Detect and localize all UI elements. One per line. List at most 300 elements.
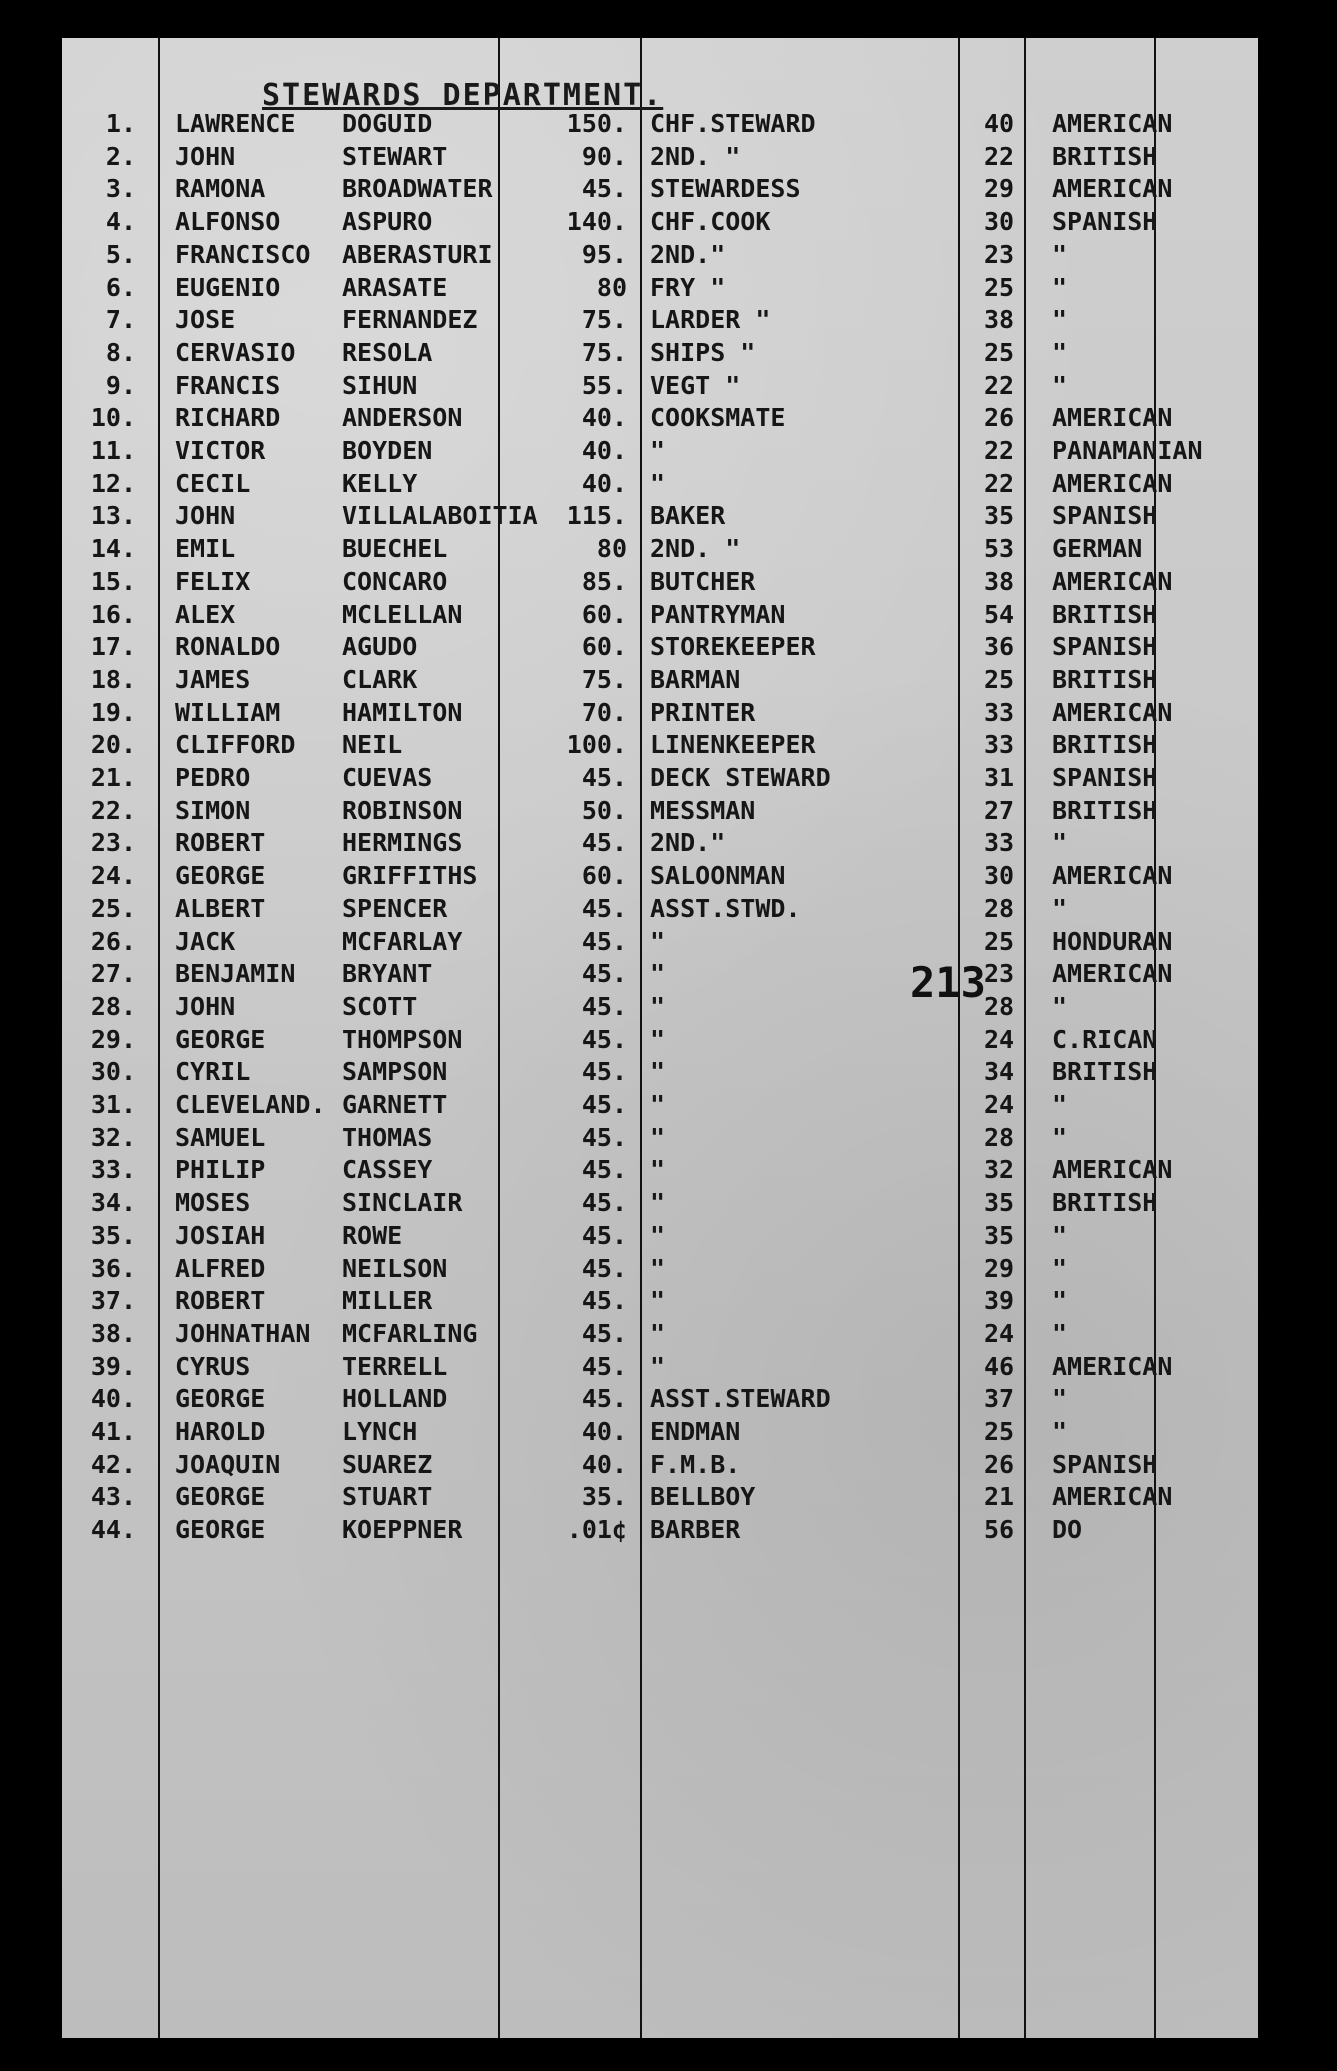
first-name: JACK (175, 926, 236, 956)
wage: 45. (581, 1253, 627, 1283)
position: " (650, 468, 666, 498)
age: 33 (983, 730, 1015, 760)
crew-number: 19. (90, 697, 136, 727)
position: ASST.STWD. (650, 893, 801, 923)
age: 22 (983, 436, 1015, 465)
wage: 40. (581, 468, 627, 498)
crew-number: 18. (90, 664, 136, 694)
last-name: HAMILTON (342, 697, 463, 727)
crew-number: 16. (90, 599, 136, 629)
crew-row (62, 272, 1258, 306)
wage: 80 (596, 272, 627, 302)
first-name: JOHN (175, 501, 236, 531)
wage: 40. (581, 1449, 627, 1479)
position: BARMAN (650, 664, 741, 694)
position: " (650, 1318, 666, 1348)
first-name: JOHN (175, 141, 236, 171)
position: CHF.COOK (650, 207, 771, 237)
nationality: AMERICAN (1052, 468, 1173, 498)
first-name: CERVASIO (175, 337, 296, 367)
wage: 40. (581, 436, 627, 465)
age: 35 (983, 501, 1015, 531)
first-name: FRANCISCO (175, 239, 311, 269)
position: " (650, 991, 666, 1021)
last-name: GRIFFITHS (342, 861, 478, 891)
page-number: 213 (910, 958, 986, 1007)
age: 40 (983, 109, 1015, 138)
wage: 45. (581, 893, 627, 923)
crew-row (62, 1089, 1258, 1123)
wage: 80 (596, 534, 627, 564)
nationality: SPANISH (1052, 1449, 1158, 1479)
age: 28 (983, 1122, 1015, 1152)
position: LINENKEEPER (650, 730, 816, 760)
nationality: PANAMANIAN (1052, 436, 1203, 465)
age: 22 (983, 468, 1015, 498)
crew-row (62, 141, 1258, 175)
age: 27 (983, 795, 1015, 825)
age: 25 (983, 926, 1015, 956)
last-name: STEWART (342, 141, 448, 171)
wage: 40. (581, 1417, 627, 1446)
first-name: EUGENIO (175, 272, 281, 302)
first-name: VICTOR (175, 436, 266, 465)
crew-number: 44. (90, 1515, 136, 1545)
crew-number: 37. (90, 1286, 136, 1316)
crew-number: 34. (90, 1188, 136, 1218)
document-sheet (62, 38, 1258, 2038)
crew-number: 24. (90, 861, 136, 891)
age: 24 (983, 1024, 1015, 1054)
age: 33 (983, 828, 1015, 858)
crew-number: 35. (90, 1220, 136, 1250)
last-name: NEIL (342, 730, 403, 760)
crew-row (62, 1481, 1258, 1515)
last-name: KELLY (342, 468, 418, 498)
first-name: GEORGE (175, 1024, 266, 1054)
last-name: CLARK (342, 664, 418, 694)
position: " (650, 959, 666, 989)
crew-number: 13. (90, 501, 136, 531)
age: 31 (983, 763, 1015, 792)
crew-row (62, 926, 1258, 960)
crew-number: 28. (90, 991, 136, 1021)
wage: 75. (581, 305, 627, 335)
last-name: CONCARO (342, 566, 448, 596)
nationality: AMERICAN (1052, 959, 1173, 989)
crew-row (62, 206, 1258, 240)
first-name: GEORGE (175, 1482, 266, 1512)
position: F.M.B. (650, 1449, 741, 1479)
crew-number: 10. (90, 403, 136, 433)
last-name: MCLELLAN (342, 599, 463, 629)
first-name: ROBERT (175, 1286, 266, 1316)
wage: 45. (581, 1318, 627, 1348)
crew-number: 31. (90, 1090, 136, 1119)
nationality: BRITISH (1052, 1188, 1158, 1218)
crew-number: 15. (90, 566, 136, 596)
wage: 45. (581, 926, 627, 956)
age: 23 (983, 239, 1015, 269)
crew-row (62, 1285, 1258, 1319)
nationality: AMERICAN (1052, 1155, 1173, 1185)
wage: 45. (581, 1155, 627, 1185)
age: 24 (983, 1318, 1015, 1348)
nationality: AMERICAN (1052, 697, 1173, 727)
crew-row (62, 893, 1258, 927)
position: ASST.STEWARD (650, 1384, 831, 1414)
crew-row (62, 1122, 1258, 1156)
last-name: HOLLAND (342, 1384, 448, 1414)
wage: 45. (581, 1188, 627, 1218)
last-name: CASSEY (342, 1155, 433, 1185)
crew-row (62, 1514, 1258, 1548)
crew-row (62, 697, 1258, 731)
first-name: BENJAMIN (175, 959, 296, 989)
nationality: SPANISH (1052, 632, 1158, 662)
first-name: LAWRENCE (175, 109, 296, 138)
wage: 75. (581, 337, 627, 367)
wage: 50. (581, 795, 627, 825)
last-name: SAMPSON (342, 1057, 448, 1087)
crew-row (62, 795, 1258, 829)
wage: 45. (581, 1024, 627, 1054)
last-name: MILLER (342, 1286, 433, 1316)
crew-row (62, 599, 1258, 633)
wage: 85. (581, 566, 627, 596)
position: BELLBOY (650, 1482, 756, 1512)
nationality: AMERICAN (1052, 566, 1173, 596)
position: 2ND. " (650, 534, 741, 564)
nationality: " (1052, 239, 1068, 269)
last-name: NEILSON (342, 1253, 448, 1283)
crew-number: 42. (90, 1449, 136, 1479)
last-name: AGUDO (342, 632, 418, 662)
crew-number: 1. (105, 109, 136, 138)
crew-number: 9. (105, 370, 136, 400)
age: 38 (983, 566, 1015, 596)
crew-number: 26. (90, 926, 136, 956)
position: FRY " (650, 272, 726, 302)
nationality: SPANISH (1052, 763, 1158, 792)
wage: 115. (566, 501, 627, 531)
wage: 60. (581, 861, 627, 891)
position: " (650, 1122, 666, 1152)
position: BAKER (650, 501, 726, 531)
first-name: JOAQUIN (175, 1449, 281, 1479)
wage: 45. (581, 1122, 627, 1152)
age: 25 (983, 664, 1015, 694)
position: DECK STEWARD (650, 763, 831, 792)
age: 46 (983, 1351, 1015, 1381)
nationality: " (1052, 1090, 1068, 1119)
crew-row (62, 108, 1258, 142)
last-name: BRYANT (342, 959, 433, 989)
nationality: BRITISH (1052, 730, 1158, 760)
wage: 45. (581, 1286, 627, 1316)
nationality: GERMAN (1052, 534, 1143, 564)
age: 53 (983, 534, 1015, 564)
age: 35 (983, 1188, 1015, 1218)
crew-row (62, 500, 1258, 534)
position: STOREKEEPER (650, 632, 816, 662)
crew-row (62, 827, 1258, 861)
position: " (650, 1220, 666, 1250)
crew-number: 17. (90, 632, 136, 662)
wage: 45. (581, 174, 627, 204)
crew-row (62, 1253, 1258, 1287)
last-name: GARNETT (342, 1090, 448, 1119)
last-name: CUEVAS (342, 763, 433, 792)
first-name: RONALDO (175, 632, 281, 662)
nationality: BRITISH (1052, 141, 1158, 171)
first-name: JOHN (175, 991, 236, 1021)
first-name: JOHNATHAN (175, 1318, 311, 1348)
age: 29 (983, 174, 1015, 204)
crew-number: 36. (90, 1253, 136, 1283)
last-name: ARASATE (342, 272, 448, 302)
last-name: SIHUN (342, 370, 418, 400)
age: 36 (983, 632, 1015, 662)
first-name: PHILIP (175, 1155, 266, 1185)
crew-row (62, 860, 1258, 894)
first-name: GEORGE (175, 1384, 266, 1414)
nationality: SPANISH (1052, 207, 1158, 237)
crew-row (62, 1383, 1258, 1417)
first-name: CYRIL (175, 1057, 251, 1087)
position: ENDMAN (650, 1417, 741, 1446)
wage: 45. (581, 1090, 627, 1119)
position: " (650, 1155, 666, 1185)
wage: 60. (581, 599, 627, 629)
crew-number: 5. (105, 239, 136, 269)
nationality: " (1052, 1318, 1068, 1348)
department-heading: STEWARDS DEPARTMENT. (262, 78, 664, 113)
crew-row (62, 173, 1258, 207)
age: 28 (983, 893, 1015, 923)
last-name: VILLALABOITIA (342, 501, 538, 531)
age: 24 (983, 1090, 1015, 1119)
position: SALOONMAN (650, 861, 786, 891)
position: " (650, 1351, 666, 1381)
crew-row (62, 468, 1258, 502)
crew-row (62, 1154, 1258, 1188)
crew-number: 11. (90, 436, 136, 465)
nationality: AMERICAN (1052, 1351, 1173, 1381)
crew-number: 41. (90, 1417, 136, 1446)
nationality: BRITISH (1052, 599, 1158, 629)
age: 28 (983, 991, 1015, 1021)
wage: 140. (566, 207, 627, 237)
wage: 45. (581, 959, 627, 989)
crew-number: 23. (90, 828, 136, 858)
crew-number: 22. (90, 795, 136, 825)
nationality: DO (1052, 1515, 1083, 1545)
age: 37 (983, 1384, 1015, 1414)
last-name: KOEPPNER (342, 1515, 463, 1545)
crew-row (62, 533, 1258, 567)
first-name: CECIL (175, 468, 251, 498)
position: LARDER " (650, 305, 771, 335)
nationality: AMERICAN (1052, 861, 1173, 891)
first-name: ALFONSO (175, 207, 281, 237)
wage: 60. (581, 632, 627, 662)
first-name: RICHARD (175, 403, 281, 433)
age: 54 (983, 599, 1015, 629)
age: 38 (983, 305, 1015, 335)
last-name: ASPURO (342, 207, 433, 237)
first-name: MOSES (175, 1188, 251, 1218)
position: STEWARDESS (650, 174, 801, 204)
position: " (650, 1253, 666, 1283)
last-name: ROBINSON (342, 795, 463, 825)
crew-row (62, 958, 1258, 992)
first-name: GEORGE (175, 861, 266, 891)
last-name: SCOTT (342, 991, 418, 1021)
position: " (650, 1057, 666, 1087)
wage: 45. (581, 1384, 627, 1414)
age: 30 (983, 207, 1015, 237)
crew-row (62, 566, 1258, 600)
wage: 40. (581, 403, 627, 433)
age: 30 (983, 861, 1015, 891)
position: BARBER (650, 1515, 741, 1545)
crew-row (62, 1416, 1258, 1450)
last-name: SINCLAIR (342, 1188, 463, 1218)
nationality: " (1052, 337, 1068, 367)
nationality: AMERICAN (1052, 403, 1173, 433)
wage: 45. (581, 1220, 627, 1250)
nationality: " (1052, 370, 1068, 400)
crew-row (62, 762, 1258, 796)
age: 22 (983, 370, 1015, 400)
first-name: EMIL (175, 534, 236, 564)
last-name: BUECHEL (342, 534, 448, 564)
last-name: THOMAS (342, 1122, 433, 1152)
crew-row (62, 337, 1258, 371)
crew-number: 33. (90, 1155, 136, 1185)
crew-number: 2. (105, 141, 136, 171)
first-name: SIMON (175, 795, 251, 825)
crew-row (62, 991, 1258, 1025)
age: 22 (983, 141, 1015, 171)
nationality: " (1052, 828, 1068, 858)
position: " (650, 1286, 666, 1316)
last-name: THOMPSON (342, 1024, 463, 1054)
nationality: " (1052, 1286, 1068, 1316)
last-name: MCFARLING (342, 1318, 478, 1348)
crew-number: 30. (90, 1057, 136, 1087)
nationality: " (1052, 893, 1068, 923)
nationality: AMERICAN (1052, 174, 1173, 204)
crew-number: 3. (105, 174, 136, 204)
crew-number: 6. (105, 272, 136, 302)
last-name: SPENCER (342, 893, 448, 923)
position: 2ND." (650, 828, 726, 858)
first-name: ALEX (175, 599, 236, 629)
position: " (650, 926, 666, 956)
wage: 75. (581, 664, 627, 694)
last-name: DOGUID (342, 109, 433, 138)
position: PANTRYMAN (650, 599, 786, 629)
crew-row (62, 631, 1258, 665)
first-name: FRANCIS (175, 370, 281, 400)
first-name: GEORGE (175, 1515, 266, 1545)
position: " (650, 436, 666, 465)
last-name: MCFARLAY (342, 926, 463, 956)
last-name: BOYDEN (342, 436, 433, 465)
crew-row (62, 1351, 1258, 1385)
nationality: BRITISH (1052, 795, 1158, 825)
crew-number: 38. (90, 1318, 136, 1348)
first-name: JOSE (175, 305, 236, 335)
last-name: HERMINGS (342, 828, 463, 858)
wage: .01¢ (566, 1515, 627, 1545)
wage: 90. (581, 141, 627, 171)
last-name: LYNCH (342, 1417, 418, 1446)
wage: 70. (581, 697, 627, 727)
first-name: ROBERT (175, 828, 266, 858)
age: 25 (983, 337, 1015, 367)
crew-row (62, 1056, 1258, 1090)
nationality: " (1052, 272, 1068, 302)
crew-number: 7. (105, 305, 136, 335)
last-name: ROWE (342, 1220, 403, 1250)
position: BUTCHER (650, 566, 756, 596)
nationality: SPANISH (1052, 501, 1158, 531)
crew-row (62, 1024, 1258, 1058)
crew-row (62, 435, 1258, 469)
crew-number: 20. (90, 730, 136, 760)
first-name: CYRUS (175, 1351, 251, 1381)
crew-row (62, 370, 1258, 404)
crew-row (62, 1318, 1258, 1352)
crew-row (62, 1187, 1258, 1221)
crew-number: 40. (90, 1384, 136, 1414)
last-name: STUART (342, 1482, 433, 1512)
nationality: HONDURAN (1052, 926, 1173, 956)
nationality: " (1052, 1253, 1068, 1283)
wage: 150. (566, 109, 627, 138)
first-name: ALFRED (175, 1253, 266, 1283)
age: 23 (983, 959, 1015, 989)
nationality: " (1052, 1122, 1068, 1152)
age: 25 (983, 272, 1015, 302)
position: 2ND. " (650, 141, 741, 171)
age: 56 (983, 1515, 1015, 1545)
first-name: RAMONA (175, 174, 266, 204)
wage: 45. (581, 1351, 627, 1381)
crew-row (62, 1449, 1258, 1483)
last-name: SUAREZ (342, 1449, 433, 1479)
first-name: CLEVELAND. (175, 1090, 326, 1119)
first-name: JOSIAH (175, 1220, 266, 1250)
nationality: BRITISH (1052, 664, 1158, 694)
age: 21 (983, 1482, 1015, 1512)
crew-row (62, 1220, 1258, 1254)
age: 39 (983, 1286, 1015, 1316)
first-name: ALBERT (175, 893, 266, 923)
age: 32 (983, 1155, 1015, 1185)
age: 25 (983, 1417, 1015, 1446)
nationality: " (1052, 1384, 1068, 1414)
crew-number: 8. (105, 337, 136, 367)
age: 26 (983, 403, 1015, 433)
nationality: " (1052, 991, 1068, 1021)
position: " (650, 1090, 666, 1119)
first-name: SAMUEL (175, 1122, 266, 1152)
age: 34 (983, 1057, 1015, 1087)
